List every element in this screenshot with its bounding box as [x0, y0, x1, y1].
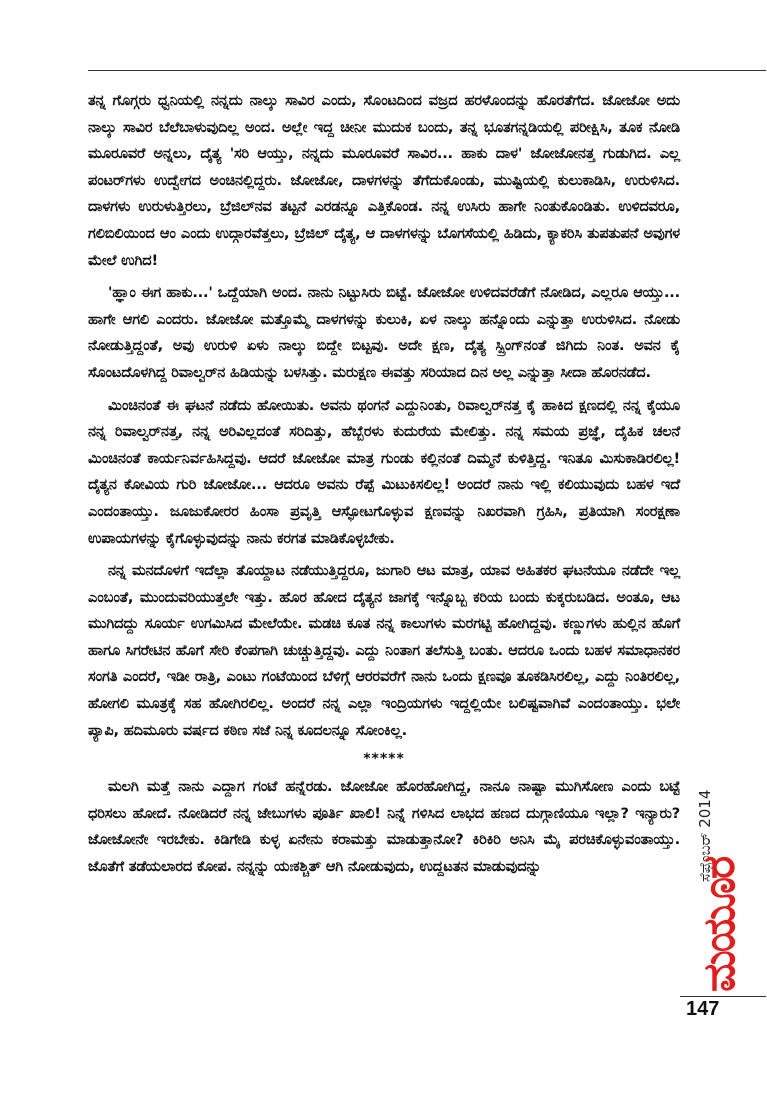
- month-year-text: ಸೆಪ್ಟೆಂಬರ್ 2014: [696, 789, 714, 882]
- paragraph-1: ತನ್ನ ಗೊಗ್ಗರು ಧ್ವನಿಯಲ್ಲಿ ನನ್ನದು ನಾಲ್ಕು ಸಾವಿರ ಎಂದು, ಸೊಂಟದಿಂದ ವಜ್ರದ ಹರಳೊಂದನ್ನು ಹೊರತೆಗೆದ. ಜೋಜೋ ಅದು ನಾಲ್ಕು ಸಾವಿರ ಬೆಲೆಬಾಳುವುದಿಲ್ಲ ಅಂದ. ಅಲ್ಲೇ ಇದ್ದ ಚೀನೀ ಮುದುಕ ಬಂದು, ತನ್ನ ಭೂತಗನ್ನಡಿಯಲ್ಲಿ ಪರೀಕ್ಷಿಸಿ, ತೂಕ ನೋಡಿ ಮೂರೂವರೆ ಅನ್ನಲು, ದೈತ್ಯ 'ಸರಿ ಆಯ್ತು, ನನ್ನದು ಮೂರೂವರೆ ಸಾವಿರ... ಹಾಕು ದಾಳ' ಜೋಜೋನತ್ತ ಗುಡುಗಿದ. ಎಲ್ಲ ಪಂಟರ್‌ಗಳು ಉದ್ವೇಗದ ಅಂಚಿನಲ್ಲಿದ್ದರು. ಜೋಜೋ, ದಾಳಗಳನ್ನು ತೆಗೆದುಕೊಂಡು, ಮುಷ್ಟಿಯಲ್ಲಿ ಕುಲುಕಾಡಿಸಿ, ಉರುಳಿಸಿದ. ದಾಳಗಳು ಉರುಳುತ್ತಿರಲು, ಬ್ರೆಜಿಲ್‌ನವ ತಟ್ಟನೆ ಎರಡನ್ನೂ ಎತ್ತಿಕೊಂಡ. ನನ್ನ ಉಸಿರು ಹಾಗೇ ನಿಂತುಕೊಂಡಿತು. ಉಳಿದವರೂ, ಗಲಿಬಿಲಿಯಿಂದ ಆಂ ಎಂದು ಉದ್ಗಾರವೆತ್ತಲು, ಬ್ರೆಜಿಲ್ ದೈತ್ಯ, ಆ ದಾಳಗಳನ್ನು ಬೊಗಸೆಯಲ್ಲಿ ಹಿಡಿದು, ಕ್ಯಾಕರಿಸಿ ತುಪತುಪನೆ ಅವುಗಳ ಮೇಲೆ ಉಗಿದ!: [88, 92, 680, 269]
- section-separator: *****: [363, 751, 405, 768]
- paragraph-2: 'ಹ್ಞಾಂ ಈಗ ಹಾಕು...' ಒದ್ದೆಯಾಗಿ ಅಂದ. ನಾನು ನಿಟ್ಟುಸಿರು ಬಿಟ್ಟೆ. ಜೋಜೋ ಉಳಿದವರೆಡೆಗೆ ನೋಡಿದ, ಎಲ್ಲರೂ ಆಯ್ತು... ಹಾಗೇ ಆಗಲಿ ಎಂದರು. ಜೋಜೋ ಮತ್ತೊಮ್ಮೆ ದಾಳಗಳನ್ನು ಕುಲುಕಿ, ಏಳ ನಾಲ್ಕು ಹನ್ನೊಂದು ಎನ್ನುತ್ತಾ ಉರುಳಿಸಿದ. ನೋಡು ನೋಡುತ್ತಿದ್ದಂತೆ, ಅವು ಉರುಳಿ ಏಳು ನಾಲ್ಕು ಬಿದ್ದೇ ಬಿಟ್ಟವು. ಅದೇ ಕ್ಷಣ, ದೈತ್ಯ ಸ್ಪ್ರಿಂಗ್‌ನಂತೆ ಜಿಗಿದು ನಿಂತ. ಅವನ ಕೈ ಸೊಂಟದೊಳಗಿದ್ದ ರಿವಾಲ್ವರ್‌ನ ಹಿಡಿಯನ್ನು ಬಳಸಿತ್ತು. ಮರುಕ್ಷಣ ಈವತ್ತು ಸರಿಯಾದ ದಿನ ಅಲ್ಲ ಎನ್ನುತ್ತಾ ಸೀದಾ ಹೊರನಡೆದ.: [88, 284, 680, 381]
- top-rule: [88, 70, 766, 71]
- article-body: [88, 88, 680, 887]
- magazine-title-block: [682, 857, 758, 1000]
- magazine-title: ಮಯೂರ: [694, 857, 745, 992]
- paragraph-4: ನನ್ನ ಮನದೊಳಗೆ ಇದೆಲ್ಲಾ ತೊಯ್ದಾಟ ನಡೆಯುತ್ತಿದ್ದರೂ, ಜುಗಾರಿ ಆಟ ಮಾತ್ರ, ಯಾವ ಅಹಿತಕರ ಘಟನೆಯೂ ನಡೆದೇ ಇಲ್ಲ ಎಂಬಂತೆ, ಮುಂದುವರಿಯುತ್ತಲೇ ಇತ್ತು. ಹೊರ ಹೋದ ದೈತ್ಯನ ಜಾಗಕ್ಕೆ ಇನ್ನೊಬ್ಬ ಕರಿಯ ಬಂದು ಕುಕ್ಕರುಬಡಿದ. ಅಂತೂ, ಆಟ ಮುಗಿದದ್ದು ಸೂರ್ಯ ಉಗಮಿಸಿದ ಮೇಲೆಯೇ. ಮಡಚಿ ಕೂತ ನನ್ನ ಕಾಲುಗಳು ಮರಗಟ್ಟಿ ಹೋಗಿದ್ದವು. ಕಣ್ಣುಗಳು ಹುಲ್ಲಿನ ಹೊಗೆ ಹಾಗೂ ಸಿಗರೇಟಿನ ಹೊಗೆ ಸೇರಿ ಕೆಂಪಗಾಗಿ ಚುಚ್ಚುತ್ತಿದ್ದವು. ಎದ್ದು ನಿಂತಾಗ ತಲೆಸುತ್ತಿ ಬಂತು. ಆದರೂ ಒಂದು ಬಹಳ ಸಮಾಧಾನಕರ ಸಂಗತಿ ಎಂದರೆ, ಇಡೀ ರಾತ್ರಿ, ಎಂಟು ಗಂಟೆಯಿಂದ ಬೆಳಿಗ್ಗೆ ಆರರವರೆಗೆ ನಾನು ಒಂದು ಕ್ಷಣವೂ ತೂಕಡಿಸಿರಲಿಲ್ಲ, ಎದ್ದು ನಿಂತಿರಲಿಲ್ಲ, ಹೋಗಲಿ ಮೂತ್ರಕ್ಕೆ ಸಹ ಹೋಗಿರಲಿಲ್ಲ. ಅಂದರೆ ನನ್ನ ಎಲ್ಲಾ ಇಂದ್ರಿಯಗಳು ಇದ್ದಲ್ಲಿಯೇ ಬಲಿಷ್ಟವಾಗಿವೆ ಎಂದಂತಾಯ್ತು. ಭಲೇ ಪ್ಯಾಪಿ, ಹದಿಮೂರು ವರ್ಷದ ಕಠಿಣ ಸಜೆ ನಿನ್ನ ಕೂದಲನ್ನೂ ಸೋಂಕಿಲ್ಲ.: [88, 562, 680, 739]
- page-number: 147: [686, 998, 720, 1020]
- footer-rule: [680, 996, 766, 997]
- paragraph-5: ಮಲಗಿ ಮತ್ತೆ ನಾನು ಎದ್ದಾಗ ಗಂಟೆ ಹನ್ನೆರಡು. ಜೋಜೋ ಹೊರಹೋಗಿದ್ದ, ನಾನೂ ನಾಷ್ಟಾ ಮುಗಿಸೋಣ ಎಂದು ಬಟ್ಟೆ ಧರಿಸಲು ಹೋದೆ. ನೋಡಿದರೆ ನನ್ನ ಜೇಬುಗಳು ಪೂರ್ತಿ ಖಾಲಿ! ನಿನ್ನೆ ಗಳಿಸಿದ ಲಾಭದ ಹಣದ ದುಗ್ಗಾಣಿಯೂ ಇಲ್ಲಾ? ಇನ್ಯಾರು? ಜೋಜೋನೇ ಇರಬೇಕು. ಕಿಡಿಗೇಡಿ ಕುಳ್ಳ ಏನೇನು ಕರಾಮತ್ತು ಮಾಡುತ್ತಾನೋ? ಕಿರಿಕಿರಿ ಅನಿಸಿ ಮೈ ಪರಚಿಕೊಳ್ಳುವಂತಾಯ್ತು. ಜೊತೆಗೆ ತಡೆಯಲಾರದ ಕೋಪ. ನನ್ನನ್ನು ಯಃಕಶ್ಚಿತ್ ಆಗಿ ನೋಡುವುದು, ಉದ್ದಟತನ ಮಾಡುವುದನ್ನು: [88, 778, 680, 876]
- paragraph-3: ಮಿಂಚಿನಂತೆ ಈ ಘಟನೆ ನಡೆದು ಹೋಯಿತು. ಅವನು ಥಂಗನೆ ಎದ್ದುನಿಂತು, ರಿವಾಲ್ವರ್‌ನತ್ತ ಕೈ ಹಾಕಿದ ಕ್ಷಣದಲ್ಲಿ ನನ್ನ ಕೈಯೂ ನನ್ನ ರಿವಾಲ್ವರ್‌ನತ್ತ, ನನ್ನ ಅರಿವಿಲ್ಲದಂತೆ ಸರಿದಿತ್ತು, ಹೆಬ್ಬೆರಳು ಕುದುರೆಯ ಮೇಲಿತ್ತು. ನನ್ನ ಸಮಯ ಪ್ರಜ್ಞೆ, ದೈಹಿಕ ಚಲನೆ ಮಿಂಚಿನಂತೆ ಕಾರ್ಯನಿರ್ವಹಿಸಿದ್ದವು. ಆದರೆ ಜೋಜೋ ಮಾತ್ರ ಗುಂಡು ಕಲ್ಲಿನಂತೆ ದಿಮ್ಮನೆ ಕುಳಿತ್ತಿದ್ದ. ಇನಿತೂ ಮಿಸುಕಾಡಿರಲಿಲ್ಲ! ದೈತ್ಯನ ಕೋವಿಯ ಗುರಿ ಜೋಜೋ... ಆದರೂ ಅವನು ರೆಪ್ಪೆ ಮಿಟುಕಿಸಲಿಲ್ಲ! ಅಂದರೆ ನಾನು ಇಲ್ಲಿ ಕಲಿಯುವುದು ಬಹಳ ಇದೆ ಎಂದಂತಾಯ್ತು. ಜೂಜುಕೋರರ ಹಿಂಸಾ ಪ್ರವೃತ್ತಿ ಆಸ್ಫೋಟಗೊಳ್ಳುವ ಕ್ಷಣವನ್ನು ನಿಖರವಾಗಿ ಗ್ರಹಿಸಿ, ಪ್ರತಿಯಾಗಿ ಸಂರಕ್ಷಣಾ ಉಪಾಯಗಳನ್ನು ಕೈಗೊಳ್ಳುವುದನ್ನು ನಾನು ಕರಗತ ಮಾಡಿಕೊಳ್ಳಬೇಕು.: [88, 396, 680, 547]
